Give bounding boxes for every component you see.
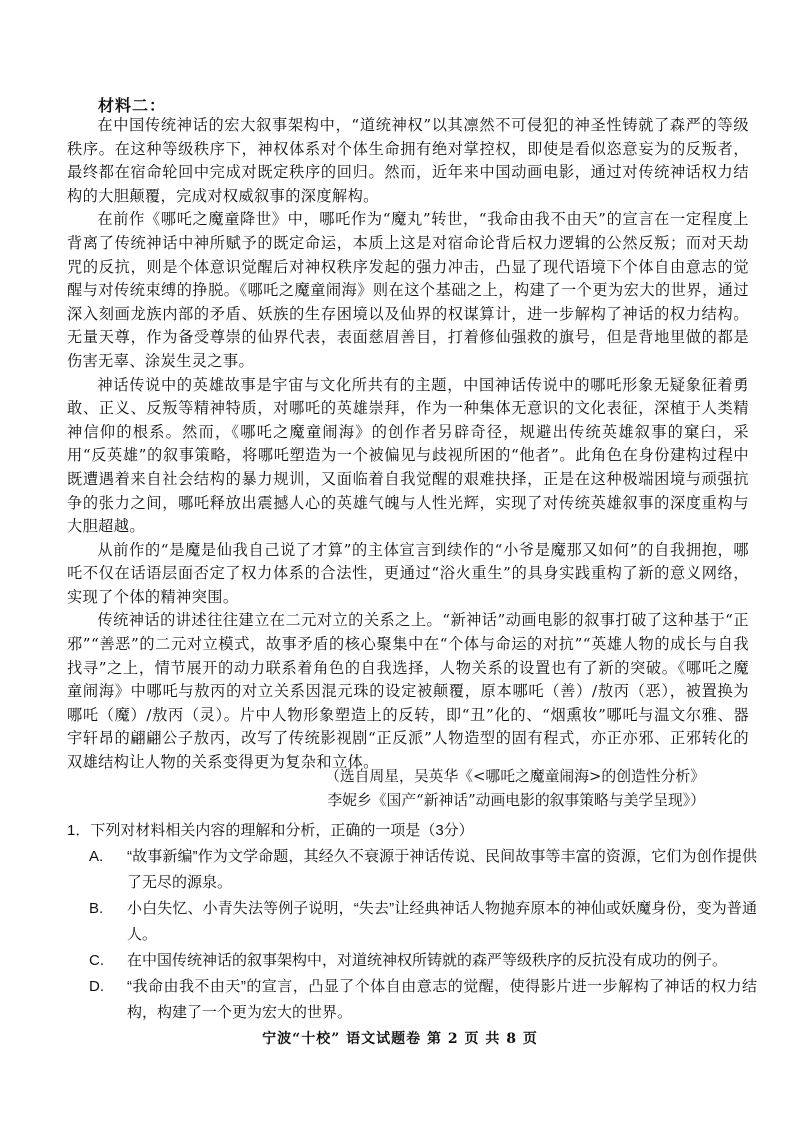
source-line: （选自周星，吴英华《<哪吒之魔童闹海>的创造性分析》	[325, 768, 705, 785]
question-block	[67, 818, 757, 1026]
option-label: C.	[89, 952, 104, 969]
option-text: 小白失忆、小青失法等例子说明，“失去”让经典神话人物抛弃原本的神仙或妖魔身份，变为普通人。	[127, 900, 757, 943]
option-text: 在中国传统神话的叙事架构中，对道统神权所铸就的森严等级秩序的反抗没有成功的例子。	[127, 952, 728, 969]
option-label: B.	[89, 900, 104, 917]
paragraph: 在前作《哪吒之魔童降世》中，哪吒作为“魔丸”转世，“我命由我不由天”的宣言在一定程度上背离了传统神话中神所赋予的既定命运，本质上这是对宿命论背后权力逻辑的公然反叛；而对天劫咒的反抗，则是个体意识觉醒后对神权秩序发起的强力冲击，凸显了现代语境下个体自由意志的觉醒与对传统束缚的挣脱。《哪吒之魔童闹海》则在这个基础之上，构建了一个更为宏大的世界，通过深入刻画龙族内部的矛盾、妖族的生存困境以及仙界的权谋算计，进一步解构了神话的权力结构。无量天尊，作为备受尊崇的仙界代表，表面慈眉善目，打着修仙强救的旗号，但是背地里做的都是伤害无辜、涂炭生灵之事。	[67, 210, 749, 370]
option-label: D.	[89, 978, 104, 995]
material-title: 材料二：	[98, 96, 167, 115]
paragraph: 神话传说中的英雄故事是宇宙与文化所共有的主题，中国神话传说中的哪吒形象无疑象征着勇敢、正义、反叛等精神特质，对哪吒的英雄崇拜，作为一种集体无意识的文化表征，深植于人类精神信仰的根系。然而，《哪吒之魔童闹海》的创作者另辟奇径，规避出传统英雄叙事的窠臼，采用“反英雄”的叙事策略，将哪吒塑造为一个被偏见与歧视所困的“他者”。此角色在身份建构过程中既遭遇着来自社会结构的暴力规训，又面临着自我觉醒的艰难抉择，正是在这种极端困境与顽强抗争的张力之间，哪吒释放出震撼人心的英雄气魄与人性光辉，实现了对传统英雄叙事的深度重构与大胆超越。	[67, 375, 749, 536]
material-body	[67, 114, 749, 775]
paragraph: 从前作的“是魔是仙我自己说了才算”的主体宣言到续作的“小爷是魔那又如何”的自我拥抱，哪吒不仅在话语层面否定了权力体系的合法性，更通过“浴火重生”的具身实践重构了新的意义网络，实现了个体的精神突围。	[67, 540, 749, 606]
option-label: A.	[89, 848, 104, 865]
paragraph: 在中国传统神话的宏大叙事架构中，“道统神权”以其凛然不可侵犯的神圣性铸就了森严的等级秩序。在这种等级秩序下，神权体系对个体生命拥有绝对掌控权，即使是看似恣意妄为的反叛者，最终都在宿命轮回中完成对既定秩序的回归。然而，近年来中国动画电影，通过对传统神话权力结构的大胆颠覆，完成对权威叙事的深度解构。	[67, 116, 749, 205]
option-a	[67, 844, 757, 896]
option-d	[67, 974, 757, 1026]
question-stem: 1．下列对材料相关内容的理解和分析，正确的一项是（3分）	[67, 822, 474, 839]
source-line: 李妮乡《国产“新神话”动画电影的叙事策略与美学呈现》）	[327, 792, 705, 809]
paragraph: 传统神话的讲述往往建立在二元对立的关系之上。“新神话”动画电影的叙事打破了这种基于“正邪”“善恶”的二元对立模式，故事矛盾的核心聚集中在“个体与命运的对抗”“英雄人物的成长与自我找寻”之上，情节展开的动力联系着角色的自我选择，人物关系的设置也有了新的突破。《哪吒之魔童闹海》中哪吒与敖丙的对立关系因混元珠的设定被颠覆，原本哪吒（善）/敖丙（恶），被置换为哪吒（魔）/敖丙（灵）。片中人物形象塑造上的反转，即“丑”化的、“烟熏妆”哪吒与温文尔雅、器宇轩昂的翩翩公子敖丙，改写了传统影视剧“正反派”人物造型的固有程式，亦正亦邪、正邪转化的双雄结构让人物的关系变得更为复杂和立体。	[67, 611, 749, 772]
source-citation	[145, 765, 705, 813]
option-b	[67, 896, 757, 948]
page-footer: 宁波“十校” 语文试题卷 第 2 页 共 8 页	[262, 1031, 538, 1047]
option-c	[67, 948, 757, 974]
option-text: “故事新编”作为文学命题，其经久不衰源于神话传说、民间故事等丰富的资源，它们为创作提供了无尽的源泉。	[127, 848, 757, 891]
option-text: “我命由我不由天”的宣言，凸显了个体自由意志的觉醒，使得影片进一步解构了神话的权力结构，构建了一个更为宏大的世界。	[127, 978, 757, 1021]
